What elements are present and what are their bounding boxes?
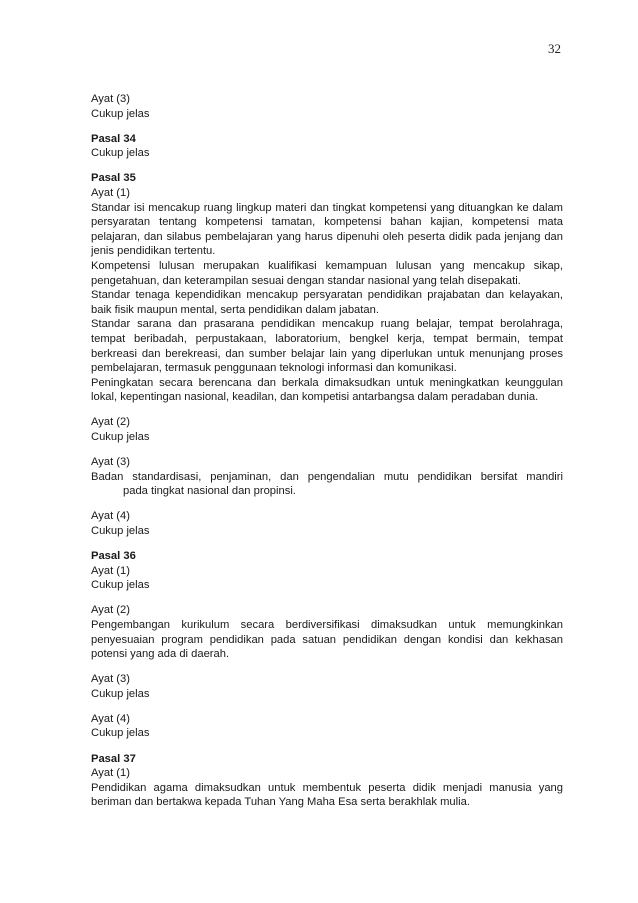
paragraph-badan-standardisasi: Badan standardisasi, penjaminan, dan pengendalian mutu pendidikan bersifat mandiri	[91, 470, 563, 483]
explanation-text: Cukup jelas	[91, 147, 150, 160]
ayat-heading: Ayat (4)	[91, 712, 130, 725]
paragraph-pendidikan-agama: Pendidikan agama dimaksudkan untuk membentuk peserta didik menjadi manusia yang beriman dan bertakwa kepada Tuhan Yang Maha Esa serta berakhlak mulia.	[91, 781, 563, 809]
ayat-heading: Ayat (2)	[91, 604, 130, 617]
paragraph-pengembangan-kurikulum: Pengembangan kurikulum secara berdiversifikasi dimaksudkan untuk memungkinkan penyesuaian program pendidikan pada satuan pendidikan dengan kondisi dan kekhasan potensi yang ada di daerah.	[91, 618, 563, 661]
page-number: 32	[548, 41, 561, 56]
paragraph-badan-standardisasi-cont: pada tingkat nasional dan propinsi.	[123, 485, 296, 498]
ayat-heading: Ayat (3)	[91, 456, 130, 469]
explanation-text: Cukup jelas	[91, 524, 150, 537]
ayat-heading: Ayat (4)	[91, 510, 130, 523]
pasal-36-heading: Pasal 36	[91, 550, 136, 563]
explanation-text: Cukup jelas	[91, 579, 150, 592]
explanation-text: Cukup jelas	[91, 687, 150, 700]
paragraph-peningkatan: Peningkatan secara berencana dan berkala dimaksudkan untuk meningkatkan keunggulan lokal, kepentingan nasional, keadilan, dan kompetisi antarbangsa dalam peradaban dunia.	[91, 376, 563, 404]
paragraph-standar-tenaga: Standar tenaga kependidikan mencakup persyaratan pendidikan prajabatan dan kelayakan, baik fisik maupun mental, serta pendidikan dalam jabatan.	[91, 289, 563, 316]
explanation-text: Cukup jelas	[91, 727, 150, 740]
pasal-35-heading: Pasal 35	[91, 172, 136, 185]
ayat-heading: Ayat (1)	[91, 564, 130, 577]
explanation-text: Cukup jelas	[91, 430, 150, 443]
explanation-text: Cukup jelas	[91, 107, 150, 120]
pasal-34-heading: Pasal 34	[91, 132, 136, 145]
paragraph-standar-isi: Standar isi mencakup ruang lingkup materi dan tingkat kompetensi yang dituangkan ke dalam persyaratan tentang kompetensi tamatan, kompetensi bahan kajian, kompetensi mata pelajaran, dan silabus pembelajaran yang harus dipenuhi oleh peserta didik pada jenjang dan jenis pendidikan tertentu.	[91, 201, 563, 258]
ayat-heading: Ayat (1)	[91, 767, 130, 780]
ayat-heading: Ayat (1)	[91, 186, 130, 199]
paragraph-kompetensi-lulusan: Kompetensi lulusan merupakan kualifikasi kemampuan lulusan yang mencakup sikap, pengetahuan, dan keterampilan sesuai dengan standar nasional yang telah disepakati.	[91, 259, 563, 287]
document-body	[91, 92, 563, 810]
ayat-heading: Ayat (3)	[91, 673, 130, 686]
ayat-heading: Ayat (2)	[91, 416, 130, 429]
ayat-heading: Ayat (3)	[91, 93, 130, 105]
pasal-37-heading: Pasal 37	[91, 752, 136, 765]
paragraph-standar-sarana: Standar sarana dan prasarana pendidikan mencakup ruang belajar, tempat berolahraga, tempat beribadah, perpustakaan, laboratorium, bengkel kerja, tempat bermain, tempat berkreasi dan berekreasi, dan sumber belajar lain yang diperlukan untuk menunjang proses pembelajaran, termasuk penggunaan teknologi informasi dan komunikasi.	[91, 318, 563, 375]
